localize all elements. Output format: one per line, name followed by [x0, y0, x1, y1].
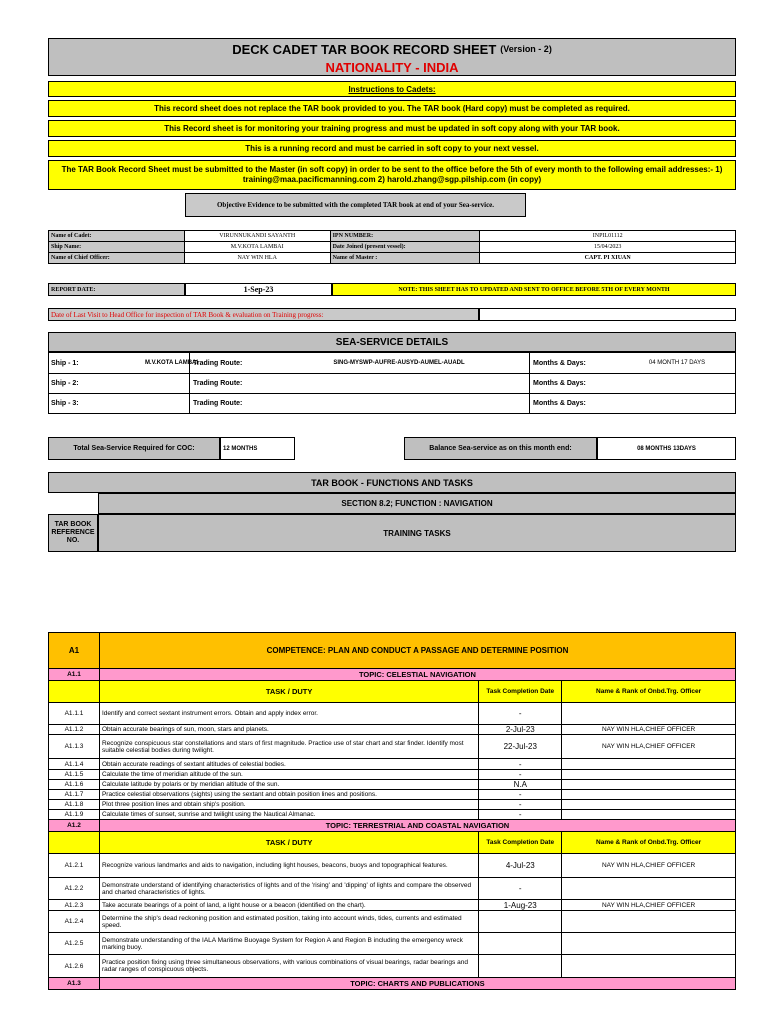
balance-sea-service-label: Balance Sea-service as on this month end:: [404, 437, 597, 460]
tar-heading: TAR BOOK - FUNCTIONS AND TASKS: [48, 472, 736, 493]
task-date[interactable]: -: [479, 810, 562, 820]
ship-3-label: Ship - 3:: [51, 399, 79, 407]
task-text: Calculate the time of meridian altitude of the sun.: [99, 770, 478, 780]
task-officer[interactable]: [562, 770, 736, 780]
ship-1-months-label: Months & Days:: [533, 359, 586, 367]
topic-title: TOPIC: TERRESTRIAL AND COASTAL NAVIGATION: [99, 820, 735, 832]
task-date[interactable]: -: [479, 703, 562, 725]
task-ref: A1.2.5: [49, 933, 100, 955]
ship-3-months-label: Months & Days:: [533, 399, 586, 407]
task-officer[interactable]: [562, 810, 736, 820]
ship-name-label: Ship Name:: [49, 242, 185, 253]
task-ref: A1.2.2: [49, 878, 100, 900]
task-text: Plot three position lines and obtain ship's position.: [99, 800, 478, 810]
training-tasks-header: TRAINING TASKS: [98, 514, 736, 552]
task-officer[interactable]: NAY WIN HLA,CHIEF OFFICER: [562, 854, 736, 878]
task-date[interactable]: -: [479, 878, 562, 900]
ship-1-name: M.V.KOTA LAMBAI: [144, 360, 199, 366]
task-officer[interactable]: NAY WIN HLA,CHIEF OFFICER: [562, 725, 736, 735]
task-text: Identify and correct sextant instrument errors. Obtain and apply index error.: [99, 703, 478, 725]
master-label: Name of Master :: [330, 253, 480, 264]
cadet-name-label: Name of Cadet:: [49, 231, 185, 242]
ship-1-months: 04 MONTH 17 DAYS: [648, 360, 706, 366]
task-text: Demonstrate understand of identifying characteristics of lights and of the 'rising' and 'dipping' of lights and compare the observed and charted characteristics of lights.: [99, 878, 478, 900]
task-officer[interactable]: [562, 759, 736, 770]
instruction-3: This is a running record and must be carried in soft copy to your next vessel.: [48, 140, 736, 157]
task-text: Determine the ship's dead reckoning position and estimated position, taking into account winds, tides, currents and estimated speed.: [99, 911, 478, 933]
report-date-label: REPORT DATE:: [48, 283, 185, 296]
master-value: CAPT. PI XIUAN: [480, 253, 736, 264]
task-duty-header: TASK / DUTY: [99, 832, 478, 854]
date-joined-value: 15/04/2023: [480, 242, 736, 253]
task-ref: A1.1.9: [49, 810, 100, 820]
report-date-value: 1-Sep-23: [185, 283, 332, 296]
chief-officer-value: NAY WIN HLA: [184, 253, 330, 264]
topic-title: TOPIC: CHARTS AND PUBLICATIONS: [99, 978, 735, 990]
balance-sea-service-value: 08 MONTHS 13DAYS: [597, 437, 736, 460]
task-ref: A1.2.6: [49, 955, 100, 978]
task-date[interactable]: N.A: [479, 780, 562, 790]
task-date[interactable]: [479, 933, 562, 955]
topic-code: A1.1: [49, 669, 100, 681]
version-label: (Version - 2): [500, 44, 552, 54]
completion-date-header: Task Completion Date: [479, 681, 562, 703]
task-ref: A1.1.8: [49, 800, 100, 810]
page-title: DECK CADET TAR BOOK RECORD SHEET: [232, 41, 497, 57]
ship-1-route: SING-MYSWP-AUFRE-AUSYD-AUMEL-AUADL: [333, 360, 465, 366]
ship-2-route-label: Trading Route:: [193, 379, 243, 387]
task-text: Practice position fixing using three simultaneous observations, with various combinations of visual bearings, radar bearings and radar ranges of conspicuous objects.: [99, 955, 478, 978]
task-ref: A1.1.7: [49, 790, 100, 800]
competence-code: A1: [49, 633, 100, 669]
task-ref: A1.2.3: [49, 900, 100, 911]
ship-2-months-label: Months & Days:: [533, 379, 586, 387]
task-date[interactable]: -: [479, 759, 562, 770]
task-officer[interactable]: [562, 955, 736, 978]
total-sea-service-value: 12 MONTHS: [220, 437, 295, 460]
task-ref: A1.1.6: [49, 780, 100, 790]
total-sea-service-label: Total Sea-Service Required for COC:: [48, 437, 220, 460]
title-block: [48, 38, 736, 76]
task-officer[interactable]: [562, 911, 736, 933]
objective-evidence-note: Objective Evidence to be submitted with the completed TAR book at end of your Sea-service.: [185, 193, 526, 217]
task-ref: A1.1.3: [49, 735, 100, 759]
task-text: Practice celestial observations (sights) using the sextant and obtain position lines and positions.: [99, 790, 478, 800]
task-date[interactable]: [479, 955, 562, 978]
task-duty-header: TASK / DUTY: [99, 681, 478, 703]
nationality-label: NATIONALITY - INDIA: [325, 59, 459, 75]
task-date[interactable]: [479, 911, 562, 933]
ship-name-value: M.V.KOTA LAMBAI: [184, 242, 330, 253]
task-officer[interactable]: [562, 790, 736, 800]
ipn-value: INPIL01112: [480, 231, 736, 242]
sea-service-heading: SEA-SERVICE DETAILS: [48, 332, 736, 352]
instruction-4: The TAR Book Record Sheet must be submitted to the Master (in soft copy) in order to be sent to the office before the 5th of every month to the following email addresses:- 1) training@maa.pacificmanning.com 2) harold.zhang@sgp.pilship.com (in copy): [48, 160, 736, 190]
task-text: Recognize various landmarks and aids to navigation, including light houses, beacons, buoys and topographical features.: [99, 854, 478, 878]
task-date[interactable]: -: [479, 790, 562, 800]
task-ref: A1.1.2: [49, 725, 100, 735]
task-officer[interactable]: [562, 878, 736, 900]
task-ref: A1.1.4: [49, 759, 100, 770]
competence-title: COMPETENCE: PLAN AND CONDUCT A PASSAGE AND DETERMINE POSITION: [99, 633, 735, 669]
tar-reference-header: TAR BOOK REFERENCE NO.: [48, 514, 98, 552]
task-date[interactable]: 4-Jul-23: [479, 854, 562, 878]
chief-officer-label: Name of Chief Officer:: [49, 253, 185, 264]
task-officer[interactable]: [562, 933, 736, 955]
topic-code: A1.2: [49, 820, 100, 832]
cadet-info-table: [48, 230, 736, 264]
cadet-name-value: VIRUNNUKANDI SAYANTH: [184, 231, 330, 242]
task-text: Obtain accurate readings of sextant altitudes of celestial bodies.: [99, 759, 478, 770]
completion-date-header: Task Completion Date: [479, 832, 562, 854]
ship-3-route-label: Trading Route:: [193, 399, 243, 407]
task-text: Calculate times of sunset, sunrise and twilight using the Nautical Almanac.: [99, 810, 478, 820]
ship-1-route-label: Trading Route:: [193, 359, 243, 367]
last-visit-label: Date of Last Visit to Head Office for inspection of TAR Book & evaluation on Training progress:: [48, 308, 479, 321]
task-officer[interactable]: [562, 800, 736, 810]
task-ref: A1.1.5: [49, 770, 100, 780]
task-ref: A1.2.1: [49, 854, 100, 878]
task-officer[interactable]: [562, 780, 736, 790]
sea-service-table: [48, 352, 736, 414]
task-date[interactable]: 2-Jul-23: [479, 725, 562, 735]
topic-title: TOPIC: CELESTIAL NAVIGATION: [99, 669, 735, 681]
ipn-label: IPN NUMBER:: [330, 231, 480, 242]
tar-section: SECTION 8.2; FUNCTION : NAVIGATION: [98, 493, 736, 514]
task-officer[interactable]: [562, 703, 736, 725]
task-ref: A1.1.1: [49, 703, 100, 725]
topic-code: A1.3: [49, 978, 100, 990]
ship-1-label: Ship - 1:: [51, 359, 79, 367]
task-date[interactable]: 1-Aug-23: [479, 900, 562, 911]
task-text: Take accurate bearings of a point of land, a light house or a beacon (identified on the chart).: [99, 900, 478, 911]
ship-2-label: Ship - 2:: [51, 379, 79, 387]
task-text: Calculate latitude by polaris or by meridian altitude of the sun.: [99, 780, 478, 790]
date-joined-label: Date Joined (present vessel):: [330, 242, 480, 253]
task-date[interactable]: -: [479, 800, 562, 810]
instructions-heading: Instructions to Cadets:: [48, 81, 736, 97]
task-officer[interactable]: NAY WIN HLA,CHIEF OFFICER: [562, 735, 736, 759]
officer-header: Name & Rank of Onbd.Trg. Officer: [562, 832, 736, 854]
task-date[interactable]: -: [479, 770, 562, 780]
instruction-1: This record sheet does not replace the TAR book provided to you. The TAR book (Hard copy) must be completed as required.: [48, 100, 736, 117]
task-text: Obtain accurate bearings of sun, moon, stars and planets.: [99, 725, 478, 735]
submission-note: NOTE: THIS SHEET HAS TO UPDATED AND SENT TO OFFICE BEFORE 5TH OF EVERY MONTH: [332, 283, 736, 296]
task-text: Recognize conspicuous star constellations and stars of first magnitude. Practice use of star chart and star finder. Identify most suitable celestial bodies during twilight.: [99, 735, 478, 759]
task-officer[interactable]: NAY WIN HLA,CHIEF OFFICER: [562, 900, 736, 911]
instruction-2: This Record sheet is for monitoring your training progress and must be updated in soft copy along with your TAR book.: [48, 120, 736, 137]
last-visit-value[interactable]: [479, 308, 736, 321]
officer-header: Name & Rank of Onbd.Trg. Officer: [562, 681, 736, 703]
task-ref: A1.2.4: [49, 911, 100, 933]
task-text: Demonstrate understanding of the IALA Maritime Buoyage System for Region A and Region B including the emergency wreck marking buoy.: [99, 933, 478, 955]
task-date[interactable]: 22-Jul-23: [479, 735, 562, 759]
competence-table: [48, 632, 736, 990]
